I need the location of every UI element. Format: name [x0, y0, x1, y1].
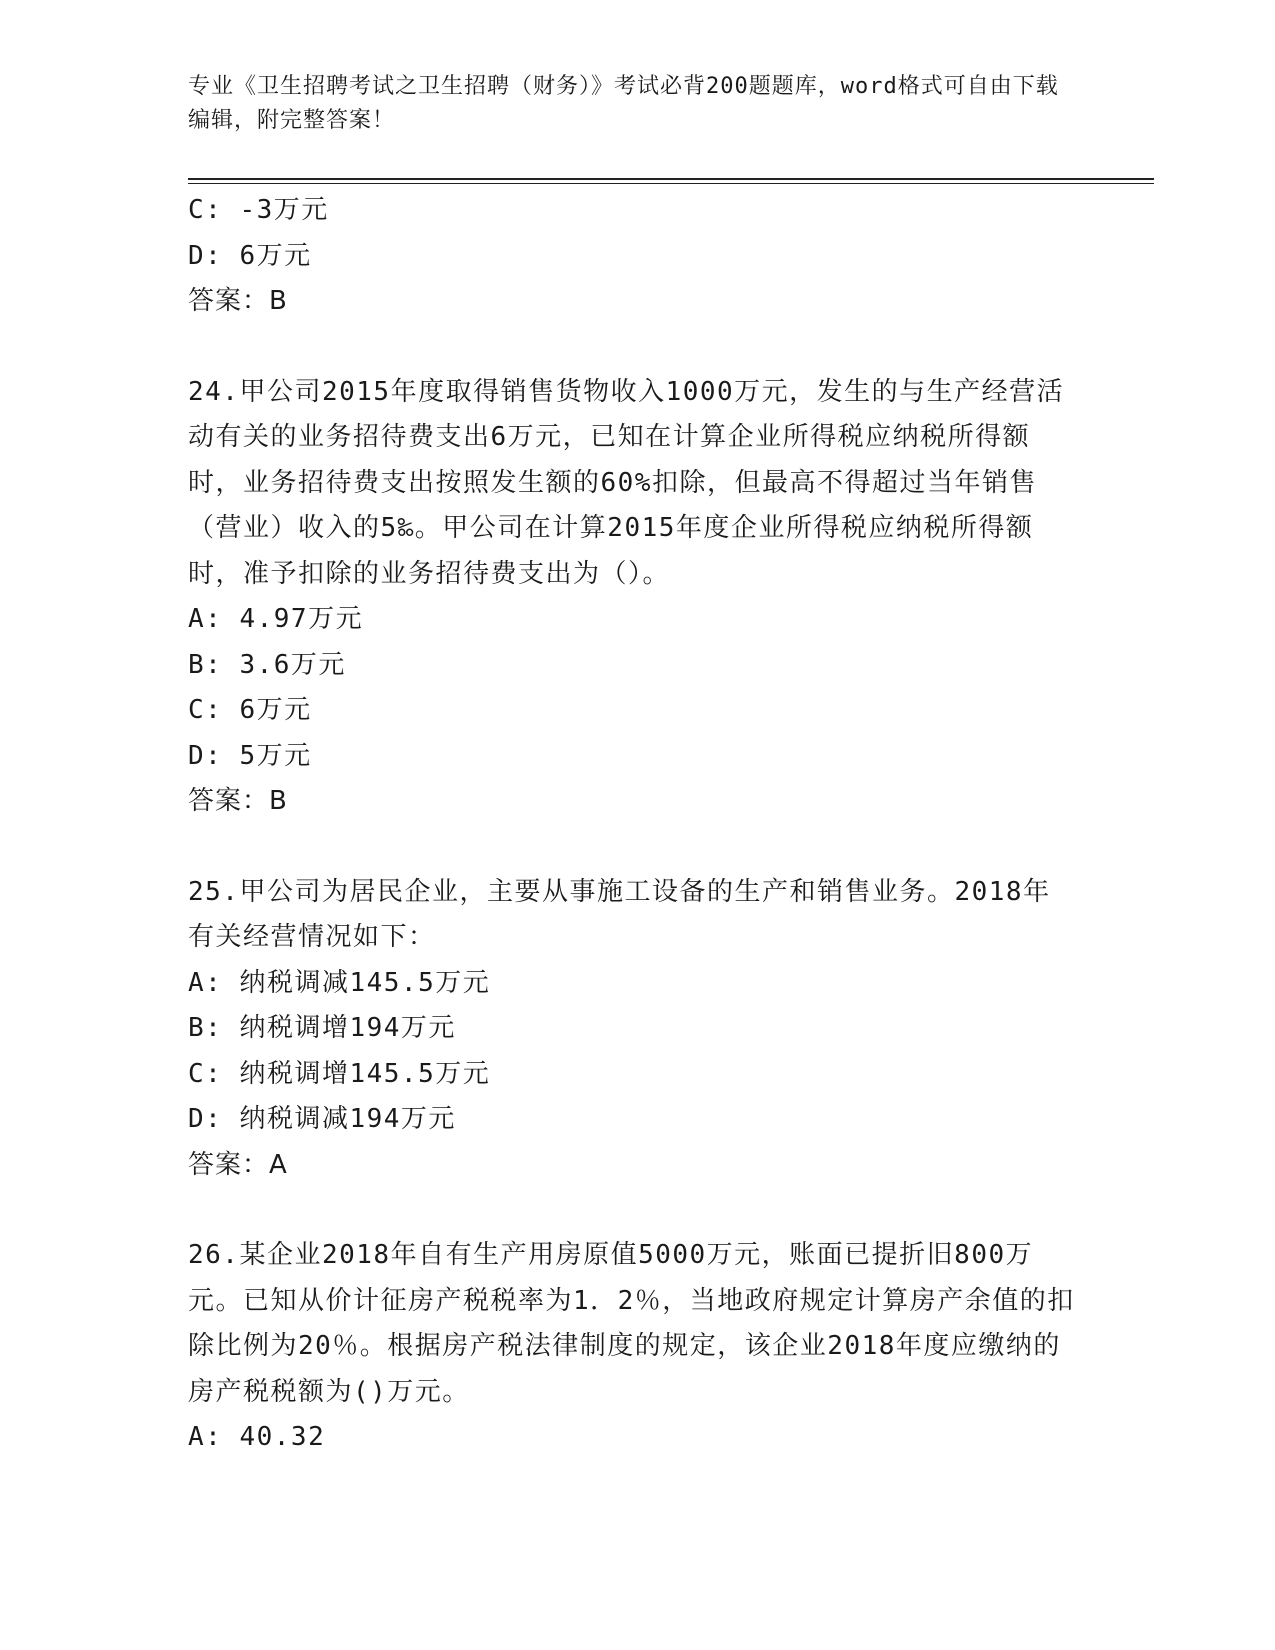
- option-d: D: 纳税调减194万元: [188, 1104, 456, 1134]
- option-a: A: 4.97万元: [188, 604, 364, 634]
- question-list: [188, 188, 1078, 1461]
- question-stem: 24.甲公司2015年度取得销售货物收入1000万元，发生的与生产经营活动有关的业务招待费支出6万元，已知在计算企业所得税应纳税所得额时，业务招待费支出按照发生额的60%扣除，但最高不得超过当年销售（营业）收入的5‰。甲公司在计算2015年度企业所得税应纳税所得额时，准予扣除的业务招待费支出为（）。: [188, 376, 1065, 589]
- answer-line: 答案：B: [188, 286, 288, 316]
- answer-line: 答案：B: [188, 786, 288, 816]
- document-header: 专业《卫生招聘考试之卫生招聘（财务）》考试必背200题题库，word格式可自由下载编辑，附完整答案！: [188, 74, 1059, 133]
- option-a: A: 40.32: [188, 1422, 326, 1452]
- option-b: B: 纳税调增194万元: [188, 1013, 456, 1043]
- question-25: [188, 870, 1078, 1189]
- question-26: [188, 1233, 1078, 1461]
- question-stem: 26.某企业2018年自有生产用房原值5000万元，账面已提折旧800万元。已知从价计征房产税税率为1．2％，当地政府规定计算房产余值的扣除比例为20％。根据房产税法律制度的规定，该企业2018年度应缴纳的房产税税额为()万元。: [188, 1240, 1075, 1407]
- answer-line: 答案：A: [188, 1149, 288, 1180]
- question-23-tail: [188, 188, 1078, 325]
- spacer: [188, 825, 1078, 870]
- option-c: C: 纳税调增145.5万元: [188, 1058, 491, 1089]
- spacer: [188, 1188, 1078, 1233]
- header-divider-thin: [188, 183, 1154, 184]
- option-a: A: 纳税调减145.5万元: [188, 967, 491, 998]
- option-c: C: 6万元: [188, 695, 312, 725]
- option-c: C: -3万元: [188, 195, 329, 225]
- option-d: D: 6万元: [188, 240, 312, 271]
- option-d: D: 5万元: [188, 740, 312, 771]
- question-stem: 25.甲公司为居民企业，主要从事施工设备的生产和销售业务。2018年有关经营情况如下：: [188, 876, 1051, 952]
- option-b: B: 3.6万元: [188, 649, 346, 680]
- spacer: [188, 325, 1078, 370]
- header-divider-thick: [188, 178, 1154, 180]
- question-24: [188, 370, 1078, 825]
